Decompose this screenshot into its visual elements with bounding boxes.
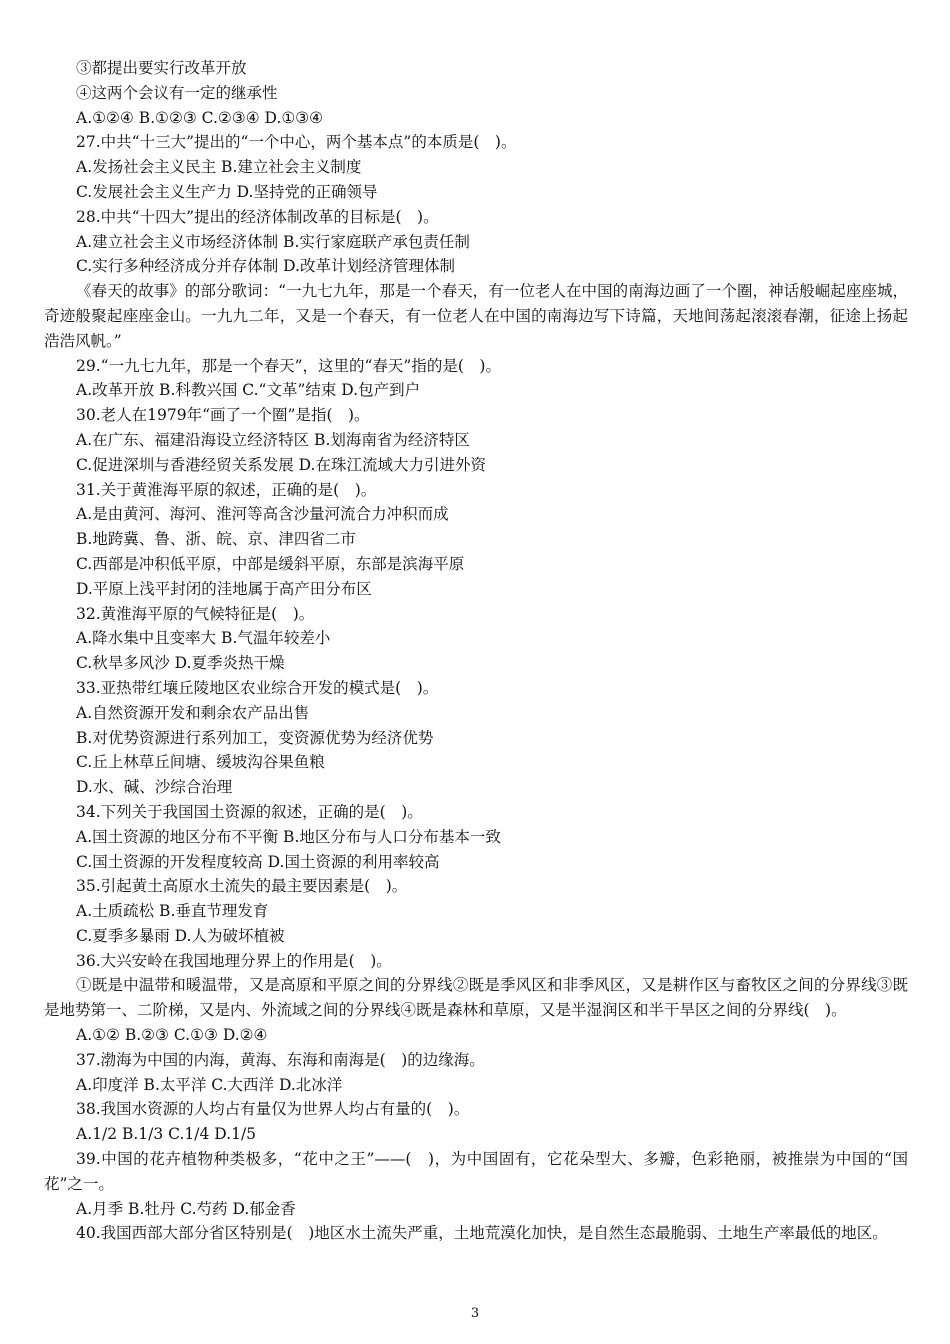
answer-option: B.地跨冀、鲁、浙、皖、京、津四省二市 [76,530,356,549]
answer-options: A.改革开放 B.科教兴国 C.“文革”结束 D.包产到户 [76,381,421,400]
answer-options: C.秋旱多风沙 D.夏季炎热干燥 [76,654,285,673]
answer-options: C.促进深圳与香港经贸关系发展 D.在珠江流域大力引进外资 [76,455,486,474]
answer-option: C.西部是冲积低平原，中部是缓斜平原，东部是滨海平原 [76,554,465,573]
answer-option: A.是由黄河、海河、淮河等高含沙量河流合力冲积而成 [76,505,449,524]
question-35: 35.引起黄土高原水土流失的最主要因素是( )。 [76,877,408,896]
question-28: 28.中共“十四大”提出的经济体制改革的目标是( )。 [76,207,439,226]
answer-options: A.土质疏松 B.垂直节理发育 [76,902,269,921]
question-33: 33.亚热带红壤丘陵地区农业综合开发的模式是( )。 [76,678,439,697]
answer-options: A.印度洋 B.太平洋 C.大西洋 D.北冰洋 [76,1075,343,1094]
question-34: 34.下列关于我国国土资源的叙述，正确的是( )。 [76,802,423,821]
text-line: ④这两个会议有一定的继承性 [76,83,278,102]
question-38: 38.我国水资源的人均占有量仅为世界人均占有量的( )。 [76,1100,470,1119]
question-39: 39.中国的花卉植物种类极多，“花中之王”——( )，为中国固有，它花朵型大、多瓣，色彩艳丽，被推崇为中国的“国花”之一。 [44,1150,908,1193]
question-36-statements: ①既是中温带和暖温带，又是高原和平原之间的分界线②既是季风区和非季风区，又是耕作区与畜牧区之间的分界线③既是地势第一、二阶梯，又是内、外流域之间的分界线④既是森林和草原，又是半湿润区和半干旱区之间的分界线( )。 [44,976,908,1020]
text-line: ③都提出要实行改革开放 [76,59,247,77]
question-31: 31.关于黄淮海平原的叙述，正确的是( )。 [76,480,377,499]
question-32: 32.黄淮海平原的气候特征是( )。 [76,604,315,623]
question-29: 29.“一九七九年，那是一个春天”，这里的“春天”指的是( )。 [76,356,501,375]
answer-options: C.夏季多暴雨 D.人为破坏植被 [76,926,285,945]
question-30: 30.老人在1979年“画了一个圈”是指( )。 [76,406,370,425]
answer-options: C.发展社会主义生产力 D.坚持党的正确领导 [76,182,378,201]
answer-option: C.丘上林草丘间塘、缓坡沟谷果鱼粮 [76,753,325,772]
answer-options: C.实行多种经济成分并存体制 D.改革计划经济管理体制 [76,257,455,276]
page-content [44,56,908,1246]
song-lyrics-paragraph: 《春天的故事》的部分歌词：“一九七九年，那是一个春天，有一位老人在中国的南海边画了一个圈，神话般崛起座座城，奇迹般聚起座座金山。一九九二年，又是一个春天，有一位老人在中国的南海边写下诗篇，天地间荡起滚滚春潮，征途上扬起浩浩风帆。” [44,282,908,350]
answer-option: D.平原上浅平封闭的洼地属于高产田分布区 [76,579,372,598]
answer-options: A.①② B.②③ C.①③ D.②④ [76,1026,268,1045]
answer-options: A.降水集中且变率大 B.气温年较差小 [76,629,331,648]
question-36: 36.大兴安岭在我国地理分界上的作用是( )。 [76,951,392,970]
question-40: 40.我国西部大部分省区特别是( )地区水土流失严重，土地荒漠化加快，是自然生态最脆弱、土地生产率最低的地区。 [76,1224,888,1243]
answer-options: A.在广东、福建沿海设立经济特区 B.划海南省为经济特区 [76,430,470,449]
answer-option: A.自然资源开发和剩余农产品出售 [76,703,310,722]
answer-options: A.建立社会主义市场经济体制 B.实行家庭联产承包责任制 [76,232,470,251]
answer-options: A.月季 B.牡丹 C.芍药 D.郁金香 [76,1199,296,1218]
page-number: 3 [470,1306,480,1321]
question-27: 27.中共“十三大”提出的“一个中心，两个基本点”的本质是( )。 [76,133,517,152]
question-37: 37.渤海为中国的内海，黄海、东海和南海是( )的边缘海。 [76,1050,485,1069]
answer-options: C.国土资源的开发程度较高 D.国土资源的利用率较高 [76,852,440,871]
answer-options: A.发扬社会主义民主 B.建立社会主义制度 [76,158,362,177]
answer-options: A.国土资源的地区分布不平衡 B.地区分布与人口分布基本一致 [76,827,501,846]
answer-option: B.对优势资源进行系列加工，变资源优势为经济优势 [76,728,434,747]
answer-options: A.1/2 B.1/3 C.1/4 D.1/5 [76,1125,257,1144]
answer-options: A.①②④ B.①②③ C.②③④ D.①③④ [76,108,324,127]
answer-option: D.水、碱、沙综合治理 [76,778,233,797]
